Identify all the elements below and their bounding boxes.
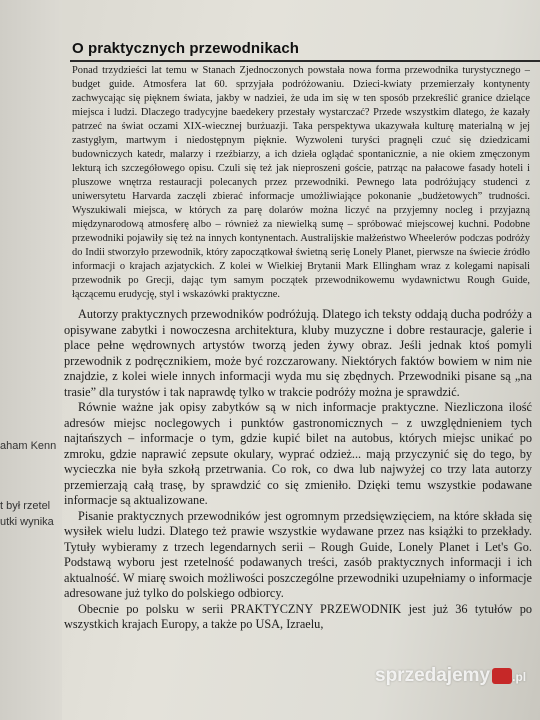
title-rule: [70, 60, 540, 62]
article-body: [62, 64, 532, 633]
previous-page-edge: [0, 0, 62, 720]
side-note-2: t był rzetel: [0, 500, 51, 512]
paragraph-series: Obecnie po polsku w serii PRAKTYCZNY PRZEWODNIK jest już 36 tytułów po wszystkich krajach Europy, a także po USA, Izraelu,: [64, 601, 532, 631]
watermark-suffix: .pl: [512, 670, 527, 684]
site-watermark: [375, 665, 526, 687]
side-note-1: aham Kenn: [0, 440, 57, 452]
paragraph-practical-info: Równie ważne jak opisy zabytków są w nich informacje praktyczne. Niezliczona ilość adresów miejsc noclegowych i punktów gastronomicznych – z uwzględnieniem tych najtańszych – informacje o tym, gdzie kupić bilet na autobus, których miejsc unikać po zmroku, gdzie naprawić zepsute okulary, wyprać odzież... mają przyczynić się do tego, by wycieczka nie była szkołą przetrwania. Co rok, co dwa lub najwyżej co trzy lata autorzy przemierzają całą trasę, by sprawdzić co się zmieniło. Dzięki temu wszystkie podawane informacje są aktualizowane.: [64, 400, 532, 507]
intro-paragraph: Ponad trzydzieści lat temu w Stanach Zjednoczonych powstała nowa forma przewodnika turystycznego – budget guide. Atmosfera lat 60. sprzyjała podróżowaniu. Dzieci-kwiaty przemierzały kontynenty zachwycając się pięknem świata, jakby w nadziei, że uda im się w ten sposób przekreślić granice dzielące miejsca i ludzi. Dlaczego tradycyjne baedekery przestały wystarczać? Przede wszystkim dlatego, że kazały patrzeć na świat oczami XIX-wiecznej burżuazji. Taka perspektywa ukazywała kulturę materialną w jej zastygłym, martwym i niedostępnym pięknie. Wyzwoleni turyści pragnęli czuć się dziedzicami budowniczych katedr, malarzy i rzeźbiarzy, a ich dzieła oglądać spontanicznie, a nie okiem zmęczonym lekturą ich szczegółowego opisu. Czuli się też jak nieproszeni goście, patrząc na pałacowe fasady hoteli i pluszowe wnętrza restauracji polecanych przez przewodniki. Pewnego lata podróżujący studenci z uniwersytetu Harvarda zaczęli zbierać informacje umożliwiające pokonanie „budżetowych” trudności. Wyszukiwali miejsca, w których za parę dolarów można liczyć na przyjemny nocleg i przyjazną międzynarodową atmosferę albo – również za niewielką sumę – spróbować miejscowej kuchni. Podobne przewodniki pojawiły się też na innych kontynentach. Australijskie małżeństwo Wheelerów podczas podróży do Indii stworzyło przewodnik, który zapoczątkował świetną serię Lonely Planet, pierwsze na świecie źródło informacji o krajach azjatyckich. Z kolei w Wielkiej Brytanii Mark Ellingham wraz z kolegami napisali przewodnik po Grecji, dając tym samym początek przewodnikowemu wydawnictwu Rough Guide, łączącemu erudycję, styl i wskazówki praktyczne.: [72, 65, 530, 300]
paragraph-translations: Pisanie praktycznych przewodników jest ogromnym przedsięwzięciem, na które składa się wysiłek wielu ludzi. Dlatego też prawie wszystkie wydawane przez nas książki to przekłady. Tytuły wybieramy z trzech legendarnych serii – Rough Guide, Lonely Planet i Let's Go. Podstawą wyboru jest rzetelność podawanych treści, zasób praktycznych informacji i ich aktualność. W miarę swoich możliwości poszczególne przewodniki uzupełniamy o informacje adresowane już tylko do polskiego odbiorcy.: [64, 508, 532, 600]
intro-section: [72, 64, 530, 302]
article-title: O praktycznych przewodnikach: [72, 40, 300, 57]
main-section: [64, 307, 532, 633]
side-note-3: utki wynika: [0, 516, 54, 528]
watermark-brand: sprzedajemy: [375, 665, 491, 686]
paragraph-authors: Autorzy praktycznych przewodników podróżują. Dlatego ich teksty oddają ducha podróży a opisywane zabytki i nowoczesna architektura, kluby muzyczne i dobre restauracje, galerie i place pełne wędrownych artystów tworzą jeden żywy obraz. Jeśli jednak ktoś pomyli przewodnik z podręcznikiem, może być rozczarowany. Niektórych faktów bowiem w nim nie znajdzie, z kolei wiele innych informacji wyda mu się zbędnych. Przewodniki pisane są „na trasie” dla turystów i tak naprawdę tylko w trakcie podróży można je sprawdzić.: [64, 307, 532, 399]
watermark-logo-icon: [492, 668, 512, 684]
